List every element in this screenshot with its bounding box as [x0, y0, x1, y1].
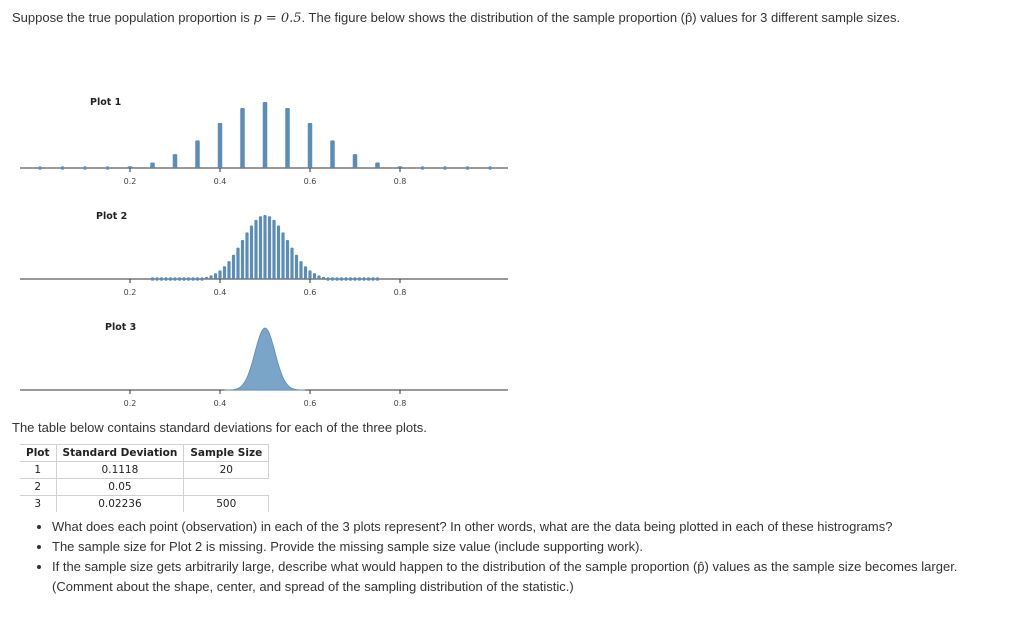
histogram-point [362, 277, 366, 281]
cell-sample-size: 500 [184, 496, 269, 513]
table-header-row [20, 445, 269, 462]
x-tick-label: 0.2 [123, 288, 137, 297]
histogram-point [83, 166, 87, 170]
plot-title: Plot 2 [96, 211, 128, 222]
histogram-bar [263, 215, 266, 279]
cell-standard-deviation: 0.1118 [56, 462, 184, 479]
x-tick-label: 0.6 [303, 177, 317, 186]
table-row [20, 479, 269, 496]
histogram-bar [218, 123, 223, 168]
histogram-point [367, 277, 371, 281]
histogram-point [191, 277, 195, 281]
histogram-point [443, 166, 447, 170]
histogram-bar [299, 261, 302, 279]
histogram-point [155, 277, 159, 281]
histogram-bar [353, 154, 358, 168]
histogram-point [160, 277, 164, 281]
table-intro: The table below contains standard deviations for each of the three plots. [12, 420, 427, 435]
histogram-point [178, 277, 182, 281]
histogram-bar [375, 162, 380, 168]
header-plot: Plot [20, 445, 56, 462]
x-tick-label: 0.6 [303, 399, 317, 408]
std-dev-table [20, 444, 269, 512]
intro-text-after: . The figure below shows the distribution of the sample proportion (p̂) values for 3 different sample sizes. [301, 10, 901, 25]
histogram-bar [304, 266, 307, 279]
histogram-bar [223, 266, 226, 279]
histogram-bar [272, 220, 275, 279]
histogram-point [340, 277, 344, 281]
histogram-bar [205, 277, 208, 279]
histogram-point [187, 277, 191, 281]
x-tick-label: 0.2 [123, 177, 137, 186]
histogram-bar [313, 273, 316, 279]
histogram-bar [250, 225, 253, 279]
histogram-bar [398, 166, 403, 168]
histogram-bar [218, 270, 221, 279]
histogram-bar [209, 275, 212, 279]
histogram-bar [285, 108, 290, 168]
question-item: • If the sample size gets arbitrarily large, describe what would happen to the distribution of the sample proportion (p̂) values as the sample size becomes larger. (Comment about the shape, center, and spread of the sampling distribution of the statistic.) [52, 557, 972, 597]
cell-plot: 3 [20, 496, 56, 513]
histogram-point [358, 277, 362, 281]
histogram-bar [268, 216, 271, 279]
plot-title: Plot 1 [90, 97, 122, 108]
x-tick-label: 0.8 [393, 177, 407, 186]
histogram-bar [241, 240, 244, 279]
histogram-point [173, 277, 177, 281]
histogram-bar [330, 140, 335, 168]
question-item: • The sample size for Plot 2 is missing. Provide the missing sample size value (include supporting work). [52, 537, 972, 557]
histogram-point [164, 277, 168, 281]
histogram-bar [322, 277, 325, 279]
histogram-point [38, 166, 42, 170]
cell-sample-size: 20 [184, 462, 269, 479]
histogram-point [196, 277, 200, 281]
histogram-bar [254, 220, 257, 279]
histogram-bar [286, 240, 289, 279]
histogram-bar [236, 248, 239, 279]
histogram-bar [308, 270, 311, 279]
histogram-bar [317, 275, 320, 279]
histogram-bar [232, 255, 235, 279]
x-tick-label: 0.6 [303, 288, 317, 297]
histogram-bar [195, 140, 200, 168]
header-standard-deviation: Standard Deviation [56, 445, 184, 462]
histogram-point [326, 277, 330, 281]
histogram-point [488, 166, 492, 170]
x-tick-label: 0.8 [393, 399, 407, 408]
histogram-point [466, 166, 470, 170]
histogram-bar [214, 273, 217, 279]
histogram-point [353, 277, 357, 281]
cell-standard-deviation: 0.05 [56, 479, 184, 496]
header-sample-size: Sample Size [184, 445, 269, 462]
cell-plot: 1 [20, 462, 56, 479]
histogram-point [151, 277, 155, 281]
question-list [18, 517, 972, 597]
x-tick-label: 0.8 [393, 288, 407, 297]
histogram-bar [277, 225, 280, 279]
table-row [20, 496, 269, 513]
histogram-point [61, 166, 65, 170]
cell-sample-size-missing [184, 479, 269, 496]
histogram-bar [245, 232, 248, 279]
histogram-bar [263, 102, 268, 168]
histogram-point [182, 277, 186, 281]
intro-math: p = 0.5 [253, 11, 302, 26]
histogram-point [331, 277, 335, 281]
intro-text-before: Suppose the true population proportion is [12, 10, 254, 25]
density-area [225, 328, 306, 390]
question-item: • What does each point (observation) in each of the 3 plots represent? In other words, what are the data being plotted in each of these histrograms? [52, 517, 972, 537]
plot-3 [20, 322, 508, 408]
x-tick-label: 0.2 [123, 399, 137, 408]
cell-plot: 2 [20, 479, 56, 496]
histogram-point [371, 277, 375, 281]
cell-standard-deviation: 0.02236 [56, 496, 184, 513]
histogram-bar [150, 162, 155, 168]
histogram-bar [281, 232, 284, 279]
plot-title: Plot 3 [105, 322, 137, 333]
x-tick-label: 0.4 [213, 288, 227, 297]
histogram-point [335, 277, 339, 281]
plot-2 [20, 211, 508, 297]
histogram-bar [227, 261, 230, 279]
histogram-bar [173, 154, 178, 168]
histogram-point [421, 166, 425, 170]
plot-1 [20, 97, 508, 186]
histogram-bar [240, 108, 245, 168]
x-tick-label: 0.4 [213, 177, 227, 186]
histogram-bar [295, 255, 298, 279]
histogram-bar [290, 248, 293, 279]
histogram-bar [128, 166, 133, 168]
x-tick-label: 0.4 [213, 399, 227, 408]
histogram-point [106, 166, 110, 170]
histogram-bar [259, 216, 262, 279]
histogram-point [349, 277, 353, 281]
histogram-bar [308, 123, 313, 168]
histogram-point [376, 277, 380, 281]
histogram-point [200, 277, 204, 281]
table-row [20, 462, 269, 479]
histogram-point [344, 277, 348, 281]
histogram-point [169, 277, 173, 281]
